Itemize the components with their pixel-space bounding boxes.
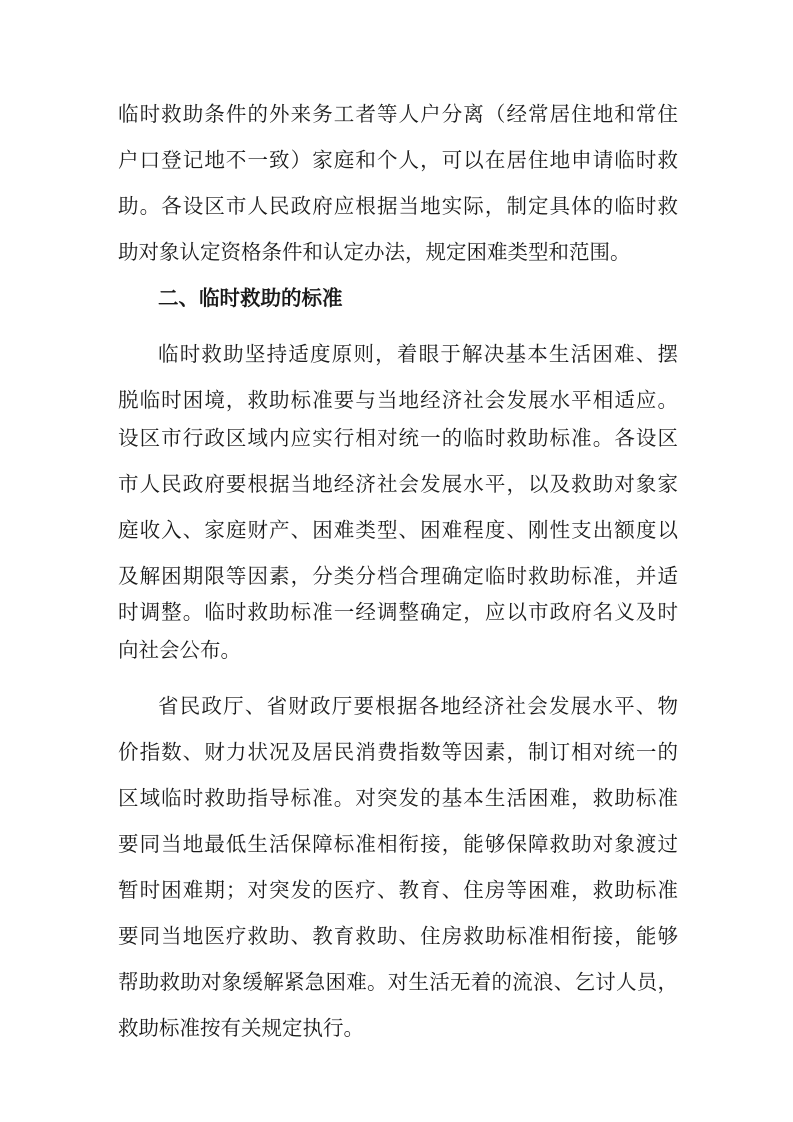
paragraph-1-line: 助。各设区市人民政府应根据当地实际，制定具体的临时救 bbox=[118, 194, 678, 218]
paragraph-2-line: 庭收入、家庭财产、困难类型、困难程度、刚性支出额度以 bbox=[118, 518, 678, 542]
paragraph-2-line: 市人民政府要根据当地经济社会发展水平，以及救助对象家 bbox=[118, 472, 678, 496]
paragraph-3-line: 区域临时救助指导标准。对突发的基本生活困难，救助标准 bbox=[118, 786, 678, 810]
paragraph-1-line: 助对象认定资格条件和认定办法，规定困难类型和范围。 bbox=[118, 240, 631, 264]
paragraph-3-line: 省民政厅、省财政厅要根据各地经济社会发展水平、物 bbox=[158, 694, 678, 718]
paragraph-1-line: 户口登记地不一致）家庭和个人，可以在居住地申请临时救 bbox=[118, 148, 678, 172]
paragraph-3-line: 价指数、财力状况及居民消费指数等因素，制订相对统一的 bbox=[118, 740, 678, 764]
paragraph-2-line: 临时救助坚持适度原则，着眼于解决基本生活困难、摆 bbox=[158, 342, 678, 366]
paragraph-2-line: 脱临时困境，救助标准要与当地经济社会发展水平相适应。 bbox=[118, 388, 678, 412]
paragraph-2-line: 及解困期限等因素，分类分档合理确定临时救助标准，并适 bbox=[118, 564, 678, 588]
paragraph-3-line: 暂时困难期；对突发的医疗、教育、住房等困难，救助标准 bbox=[118, 878, 678, 902]
paragraph-3-line: 帮助救助对象缓解紧急困难。对生活无着的流浪、乞讨人员， bbox=[118, 970, 678, 994]
paragraph-2-line: 设区市行政区域内应实行相对统一的临时救助标准。各设区 bbox=[118, 426, 678, 450]
paragraph-2-line: 向社会公布。 bbox=[118, 638, 241, 662]
section-heading: 二、临时救助的标准 bbox=[158, 286, 343, 310]
paragraph-3-line: 救助标准按有关规定执行。 bbox=[118, 1016, 364, 1040]
paragraph-1-line: 临时救助条件的外来务工者等人户分离（经常居住地和常住 bbox=[118, 102, 678, 126]
paragraph-3-line: 要同当地最低生活保障标准相衔接，能够保障救助对象渡过 bbox=[118, 832, 678, 856]
paragraph-3-line: 要同当地医疗救助、教育救助、住房救助标准相衔接，能够 bbox=[118, 924, 678, 948]
paragraph-2-line: 时调整。临时救助标准一经调整确定，应以市政府名义及时 bbox=[118, 600, 678, 624]
